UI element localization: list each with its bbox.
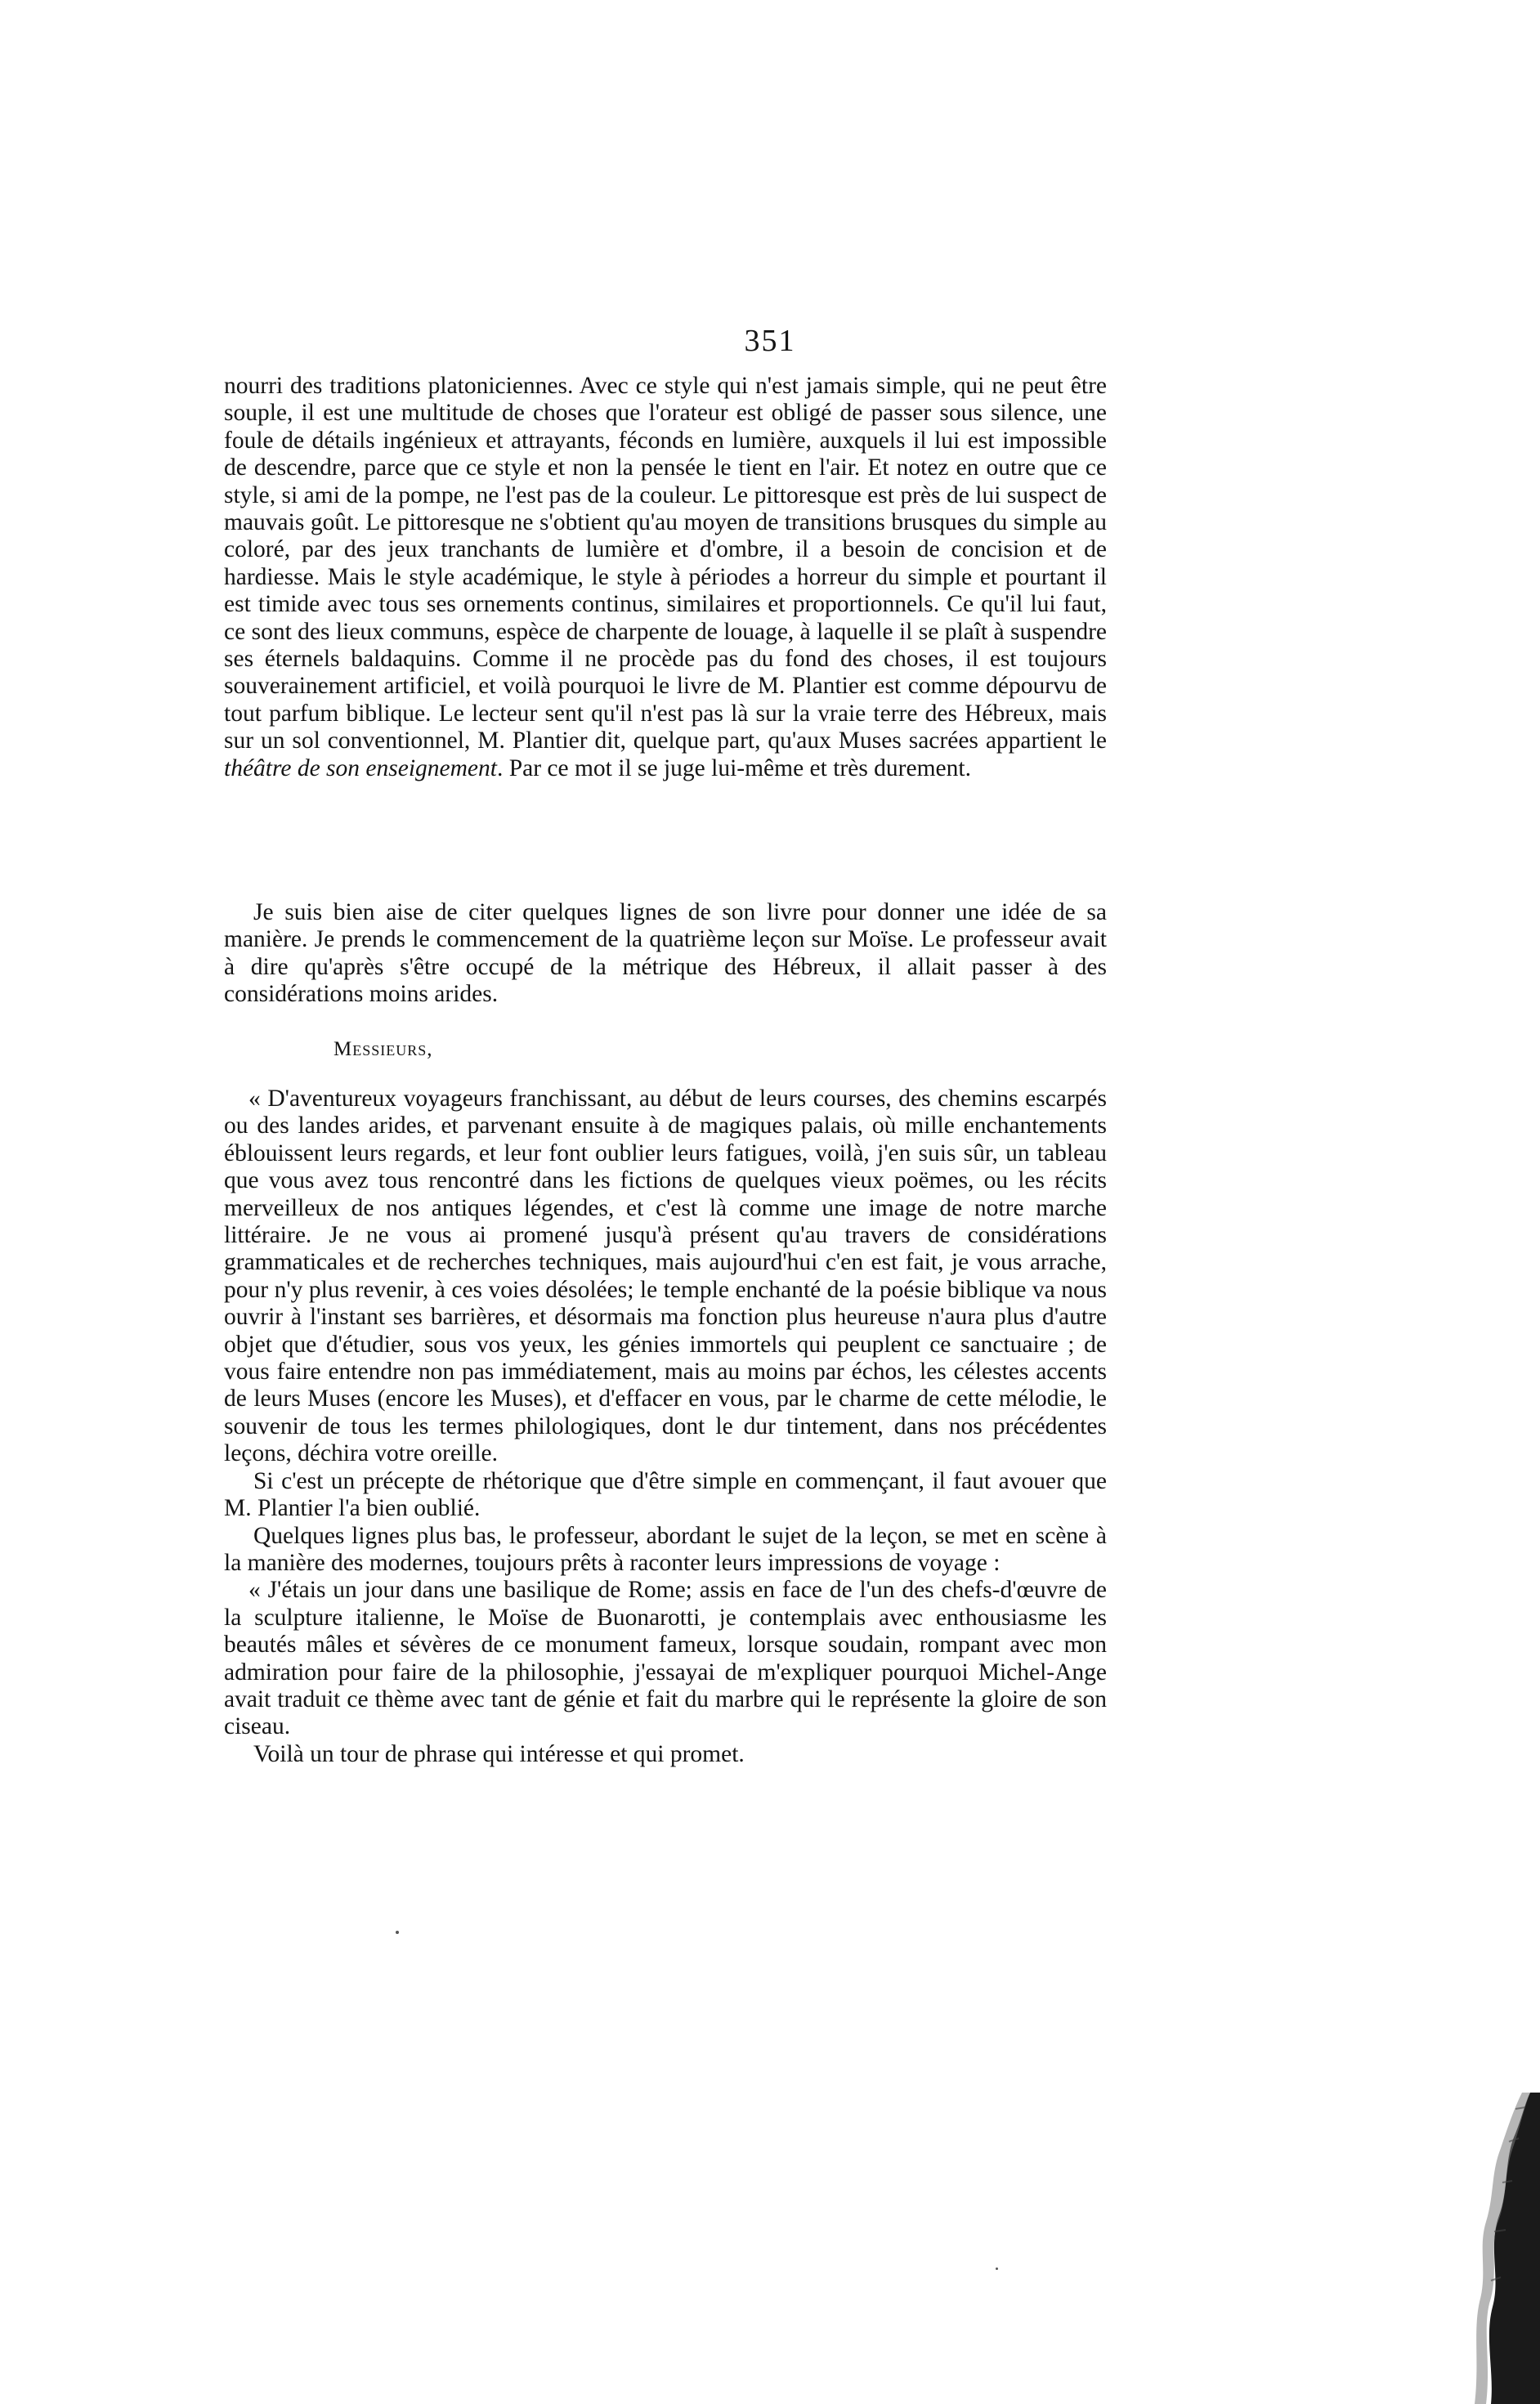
paragraph-continued bbox=[224, 373, 1107, 782]
paragraph-citation-intro: Je suis bien aise de citer quelques lignes de son livre pour donner une idée de sa manière. Je prends le commencement de la quatrième leçon sur Moïse. Le professeur avait à dire qu'après s'être occupé de la métrique des Hébreux, il allait passer à des considérations moins arides. bbox=[224, 899, 1107, 1008]
body-text-citation-intro bbox=[224, 899, 1107, 1009]
body-text-quotes bbox=[224, 1086, 1107, 1768]
ink-speck bbox=[996, 2267, 998, 2270]
body-text-top bbox=[224, 373, 1107, 782]
paragraph-closing: Voilà un tour de phrase qui intéresse et qui promet. bbox=[253, 1740, 745, 1767]
salutation: Messieurs, bbox=[334, 1038, 433, 1060]
scan-edge-shadow bbox=[1434, 2093, 1540, 2404]
quote-paragraph-1: « D'aventureux voyageurs franchissant, au début de leurs courses, des chemins escarpés ou des landes arides, et parvenant ensuite à de magiques palais, où mille enchantements éblouissent leurs regards, et leur font oublier leurs fatigues, voilà, j'en suis sûr, un tableau que vous avez tous rencontré dans les fictions de quelques vieux poëmes, ou les récits merveilleux de nos antiques légendes, et c'est là comme une image de notre marche littéraire. Je ne vous ai promené jusqu'à présent qu'au travers de considérations grammaticales et de recherches techniques, mais aujourd'hui c'en est fait, je vous arrache, pour n'y plus revenir, à ces voies désolées; le temple enchanté de la poésie biblique va nous ouvrir à l'instant ses barrières, et désormais ma fonction plus heureuse n'aura plus d'autre objet que d'étudier, sous vos yeux, les génies immortels qui peuplent ce sanctuaire ; de vous faire entendre non pas immédiatement, mais au moins par échos, les célestes accents de leurs Muses (encore les Muses), et d'effacer en vous, par le charme de cette mélodie, le souvenir de tous les termes philologiques, dont le dur tintement, dans nos précédentes leçons, déchira votre oreille. bbox=[224, 1086, 1107, 1467]
paragraph-text-end: . Par ce mot il se juge lui-même et très durement. bbox=[496, 754, 971, 781]
italic-phrase: théâtre de son enseignement bbox=[224, 754, 497, 781]
paragraph-rhetoric: Si c'est un précepte de rhétorique que d'être simple en commençant, il faut avouer que M. Plantier l'a bien oublié. bbox=[224, 1467, 1107, 1522]
quote-paragraph-2: « J'étais un jour dans une basilique de Rome; assis en face de l'un des chefs-d'œuvre de la sculpture italienne, le Moïse de Buonarotti, je contemplais avec enthousiasme les beautés mâles et sévères de ce monument fameux, lorsque soudain, rompant avec mon admiration pour faire de la philosophie, j'essayai de m'expliquer pourquoi Michel-Ange avait traduit ce thème avec tant de génie et fait du marbre qui le représente la gloire de son ciseau. bbox=[224, 1577, 1107, 1740]
paragraph-voyage: Quelques lignes plus bas, le professeur, abordant le sujet de la leçon, se met en scène à la manière des modernes, toujours prêts à raconter leurs impressions de voyage : bbox=[224, 1522, 1107, 1576]
ink-speck bbox=[396, 1931, 399, 1934]
paragraph-text: nourri des traditions platoniciennes. Avec ce style qui n'est jamais simple, qui ne peut être souple, il est une multitude de choses que l'orateur est obligé de passer sous silence, une foule de détails ingénieux et attrayants, féconds en lumière, auxquels il lui est impossible de descendre, parce que ce style et non la pensée le tient en l'air. Et notez en outre que ce style, si ami de la pompe, ne l'est pas de la couleur. Le pittoresque est près de lui suspect de mauvais goût. Le pittoresque ne s'obtient qu'au moyen de transitions brusques du simple au coloré, par des jeux tranchants de lumière et d'ombre, il a besoin de concision et de hardiesse. Mais le style académique, le style à périodes a horreur du simple et pourtant il est timide avec tous ses ornements continus, similaires et proportionnels. Ce qu'il lui faut, ce sont des lieux communs, espèce de charpente de louage, à laquelle il se plaît à suspendre ses éternels baldaquins. Comme il ne procède pas du fond des choses, il est toujours souverainement artificiel, et voilà pourquoi le livre de M. Plantier est comme dépourvu de tout parfum biblique. Le lecteur sent qu'il n'est pas là sur la vraie terre des Hébreux, mais sur un sol conventionnel, M. Plantier dit, quelque part, qu'aux Muses sacrées appartient le bbox=[224, 373, 1107, 754]
page-number: 351 bbox=[744, 324, 796, 358]
